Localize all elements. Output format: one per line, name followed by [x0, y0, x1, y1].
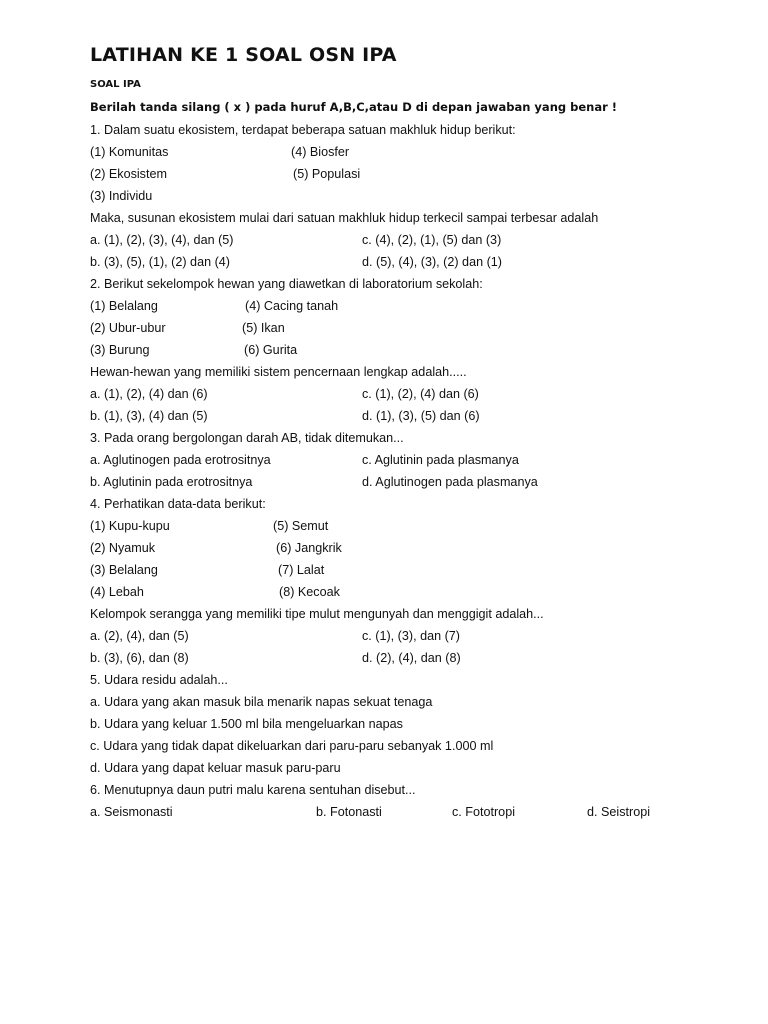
- question-4-stem: 4. Perhatikan data-data berikut:: [90, 497, 266, 511]
- list-item: (1) Belalang: [90, 299, 158, 313]
- question-4-prompt: Kelompok serangga yang memiliki tipe mulut mengunyah dan menggigit adalah...: [90, 607, 544, 621]
- answer-option-c[interactable]: c. (1), (2), (4) dan (6): [362, 387, 479, 401]
- answer-option-c[interactable]: c. (4), (2), (1), (5) dan (3): [362, 233, 502, 247]
- list-item: (6) Gurita: [244, 343, 298, 357]
- answer-option-c[interactable]: c. Fototropi: [452, 805, 515, 819]
- list-item: (1) Komunitas: [90, 145, 169, 159]
- answer-option-a[interactable]: a. (2), (4), dan (5): [90, 629, 189, 643]
- question-1-stem: 1. Dalam suatu ekosistem, terdapat beberapa satuan makhluk hidup berikut:: [90, 123, 516, 137]
- question-1-prompt: Maka, susunan ekosistem mulai dari satuan makhluk hidup terkecil sampai terbesar adalah: [90, 211, 599, 225]
- page-title: LATIHAN KE 1 SOAL OSN IPA: [90, 44, 397, 66]
- answer-option-b[interactable]: b. (3), (6), dan (8): [90, 651, 189, 665]
- list-item: (5) Populasi: [293, 167, 361, 181]
- answer-option-b[interactable]: b. (3), (5), (1), (2) dan (4): [90, 255, 230, 269]
- answer-option-a[interactable]: a. Udara yang akan masuk bila menarik napas sekuat tenaga: [90, 695, 433, 709]
- answer-option-b[interactable]: b. Udara yang keluar 1.500 ml bila mengeluarkan napas: [90, 717, 403, 731]
- list-item: (4) Lebah: [90, 585, 144, 599]
- question-2-prompt: Hewan-hewan yang memiliki sistem pencernaan lengkap adalah.....: [90, 365, 467, 379]
- question-6-stem: 6. Menutupnya daun putri malu karena sentuhan disebut...: [90, 783, 416, 797]
- list-item: (2) Nyamuk: [90, 541, 156, 555]
- list-item: (2) Ubur-ubur: [90, 321, 166, 335]
- instruction-text: Berilah tanda silang ( x ) pada huruf A,B,C,atau D di depan jawaban yang benar !: [90, 100, 618, 114]
- list-item: (3) Belalang: [90, 563, 158, 577]
- answer-option-d[interactable]: d. (1), (3), (5) dan (6): [362, 409, 480, 423]
- answer-option-d[interactable]: d. Udara yang dapat keluar masuk paru-paru: [90, 761, 341, 775]
- answer-option-a[interactable]: a. Aglutinogen pada erotrositnya: [90, 453, 271, 467]
- answer-option-c[interactable]: c. Aglutinin pada plasmanya: [362, 453, 519, 467]
- answer-option-d[interactable]: d. Aglutinogen pada plasmanya: [362, 475, 538, 489]
- answer-option-a[interactable]: a. Seismonasti: [90, 805, 173, 819]
- list-item: (4) Cacing tanah: [245, 299, 339, 313]
- answer-option-a[interactable]: a. (1), (2), (3), (4), dan (5): [90, 233, 234, 247]
- list-item: (2) Ekosistem: [90, 167, 167, 181]
- answer-option-c[interactable]: c. (1), (3), dan (7): [362, 629, 460, 643]
- question-2-stem: 2. Berikut sekelompok hewan yang diawetkan di laboratorium sekolah:: [90, 277, 483, 291]
- section-subtitle: SOAL IPA: [90, 79, 141, 90]
- list-item: (1) Kupu-kupu: [90, 519, 170, 533]
- answer-option-c[interactable]: c. Udara yang tidak dapat dikeluarkan dari paru-paru sebanyak 1.000 ml: [90, 739, 494, 753]
- list-item: (3) Burung: [90, 343, 150, 357]
- question-5-stem: 5. Udara residu adalah...: [90, 673, 228, 687]
- question-3-stem: 3. Pada orang bergolongan darah AB, tidak ditemukan...: [90, 431, 404, 445]
- list-item: (3) Individu: [90, 189, 153, 203]
- answer-option-d[interactable]: d. (5), (4), (3), (2) dan (1): [362, 255, 502, 269]
- list-item: (7) Lalat: [278, 563, 325, 577]
- answer-option-b[interactable]: b. (1), (3), (4) dan (5): [90, 409, 208, 423]
- list-item: (6) Jangkrik: [276, 541, 342, 555]
- answer-option-d[interactable]: d. (2), (4), dan (8): [362, 651, 461, 665]
- answer-option-d[interactable]: d. Seistropi: [587, 805, 650, 819]
- answer-option-b[interactable]: b. Fotonasti: [316, 805, 382, 819]
- list-item: (5) Ikan: [242, 321, 285, 335]
- answer-option-b[interactable]: b. Aglutinin pada erotrositnya: [90, 475, 253, 489]
- list-item: (5) Semut: [273, 519, 329, 533]
- list-item: (4) Biosfer: [291, 145, 350, 159]
- list-item: (8) Kecoak: [279, 585, 340, 599]
- answer-option-a[interactable]: a. (1), (2), (4) dan (6): [90, 387, 208, 401]
